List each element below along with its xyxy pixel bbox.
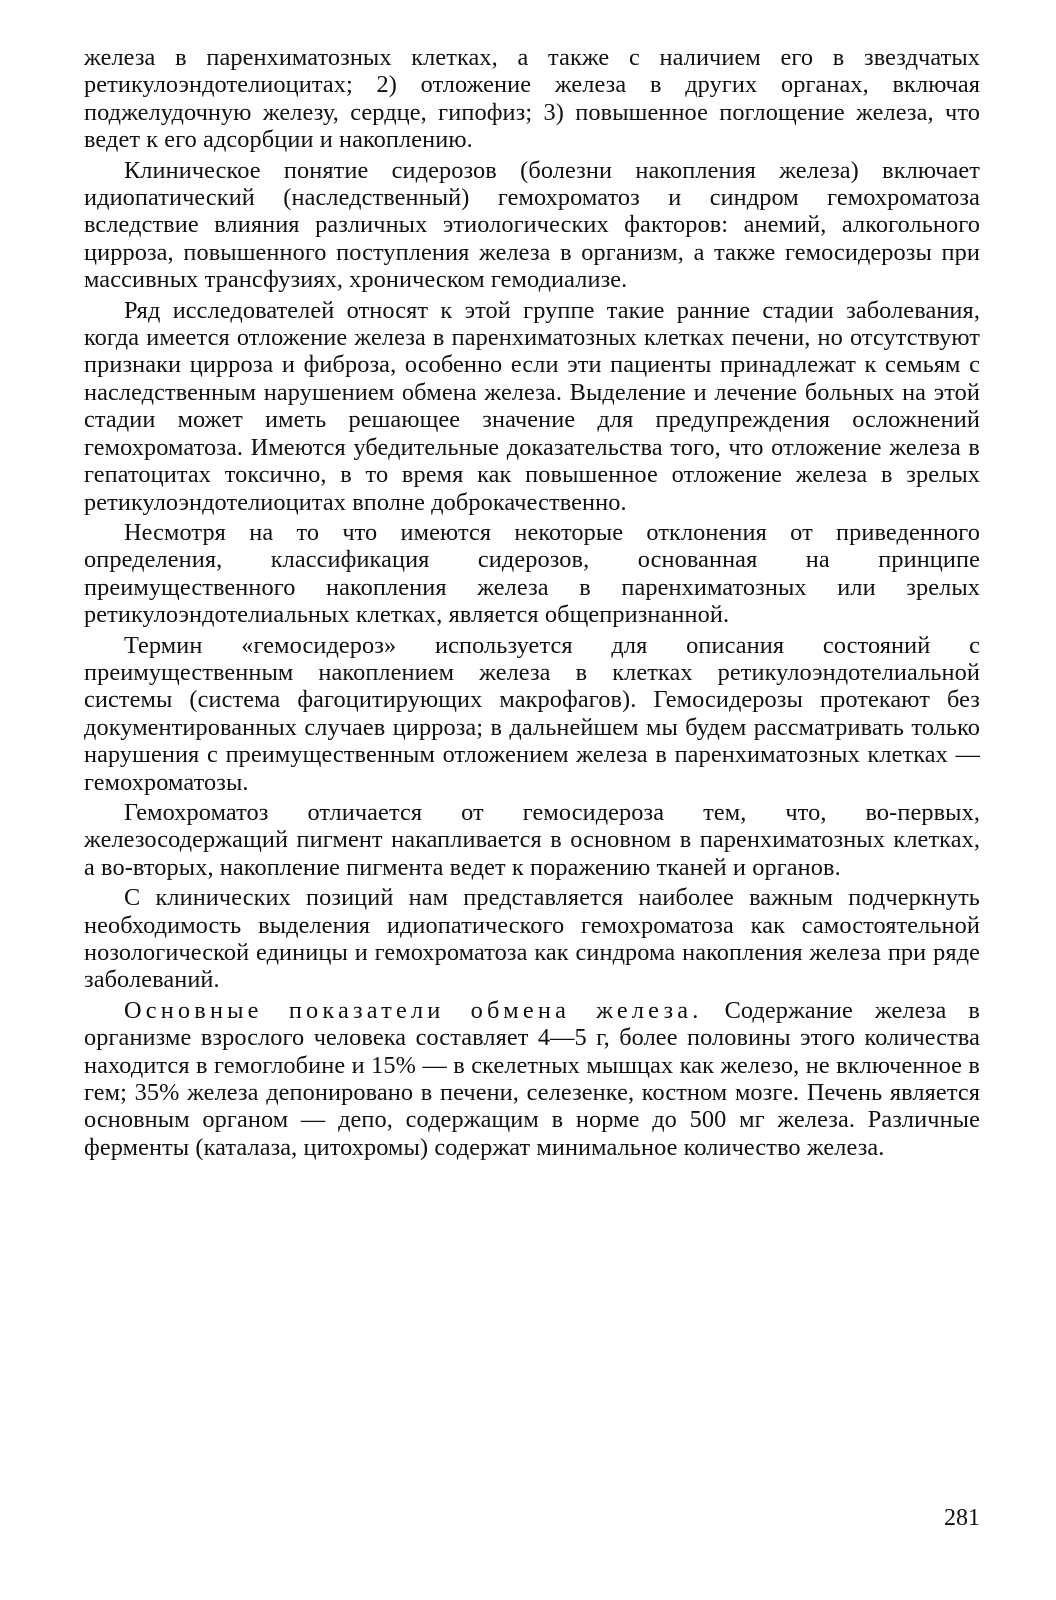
page-number: 281	[944, 1505, 980, 1531]
page-body	[84, 44, 980, 1164]
paragraph-classification: Несмотря на то что имеются некоторые отклонения от приведенного определения, классификация сидерозов, основанная на принципе преимущественного накопления железа в паренхиматозных или зрелых ретикулоэндотелиальных клетках, является общепризнанной.	[84, 518, 980, 629]
paragraph-continued: железа в паренхиматозных клетках, а также с наличием его в звездчатых ретикулоэндотелиоцитах; 2) отложение железа в других органах, включая поджелудочную железу, сердце, гипофиз; 3) повышенное поглощение железа, что ведет к его адсорбции и накоплению.	[84, 44, 980, 154]
paragraph-iron-metabolism	[84, 997, 980, 1161]
section-run-in-heading: Основные показатели обмена железа.	[124, 996, 703, 1024]
paragraph-clinical-position: С клинических позиций нам представляется наиболее важным подчеркнуть необходимость выделения идиопатического гемохроматоза как самостоятельной нозологической единицы и гемохроматоза как синдрома накопления железа при ряде заболеваний.	[84, 884, 980, 994]
paragraph-early-stages: Ряд исследователей относят к этой группе такие ранние стадии заболевания, когда имеется отложение железа в паренхиматозных клетках печени, но отсутствуют признаки цирроза и фиброза, особенно если эти пациенты принадлежат к семьям с наследственным нарушением обмена железа. Выделение и лечение больных на этой стадии может иметь решающее значение для предупреждения осложнений гемохроматоза. Имеются убедительные доказательства того, что отложение железа в гепатоцитах токсично, в то время как повышенное отложение железа в зрелых ретикулоэндотелиоцитах вполне доброкачественно.	[84, 296, 980, 516]
paragraph-siderosis-concept: Клиническое понятие сидерозов (болезни накопления железа) включает идиопатический (наследственный) гемохроматоз и синдром гемохроматоза вследствие влияния различных этиологических факторов: анемий, алкогольного цирроза, повышенного поступления железа в организм, а также гемосидерозы при массивных трансфузиях, хроническом гемодиализе.	[84, 156, 980, 294]
paragraph-hemochromatosis-difference: Гемохроматоз отличается от гемосидероза тем, что, во-первых, железосодержащий пигмент накапливается в основном в паренхиматозных клетках, а во-вторых, накопление пигмента ведет к поражению тканей и органов.	[84, 798, 980, 881]
paragraph-hemosiderosis-term: Термин «гемосидероз» используется для описания состояний с преимущественным накоплением железа в клетках ретикулоэндотелиальной системы (система фагоцитирующих макрофагов). Гемосидерозы протекают без документированных случаев цирроза; в дальнейшем мы будем рассматривать только нарушения с преимущественным отложением железа в паренхиматозных клетках — гемохроматозы.	[84, 631, 980, 796]
paragraph-iron-metabolism-text: Содержание железа в организме взрослого человека составляет 4—5 г, более половины этого количества находится в гемоглобине и 15% — в скелетных мышцах как железо, не включенное в гем; 35% железа депонировано в печени, селезенке, костном мозге. Печень является основным органом — депо, содержащим в норме до 500 мг железа. Различные ферменты (каталаза, цитохромы) содержат минимальное количество железа.	[84, 996, 980, 1161]
